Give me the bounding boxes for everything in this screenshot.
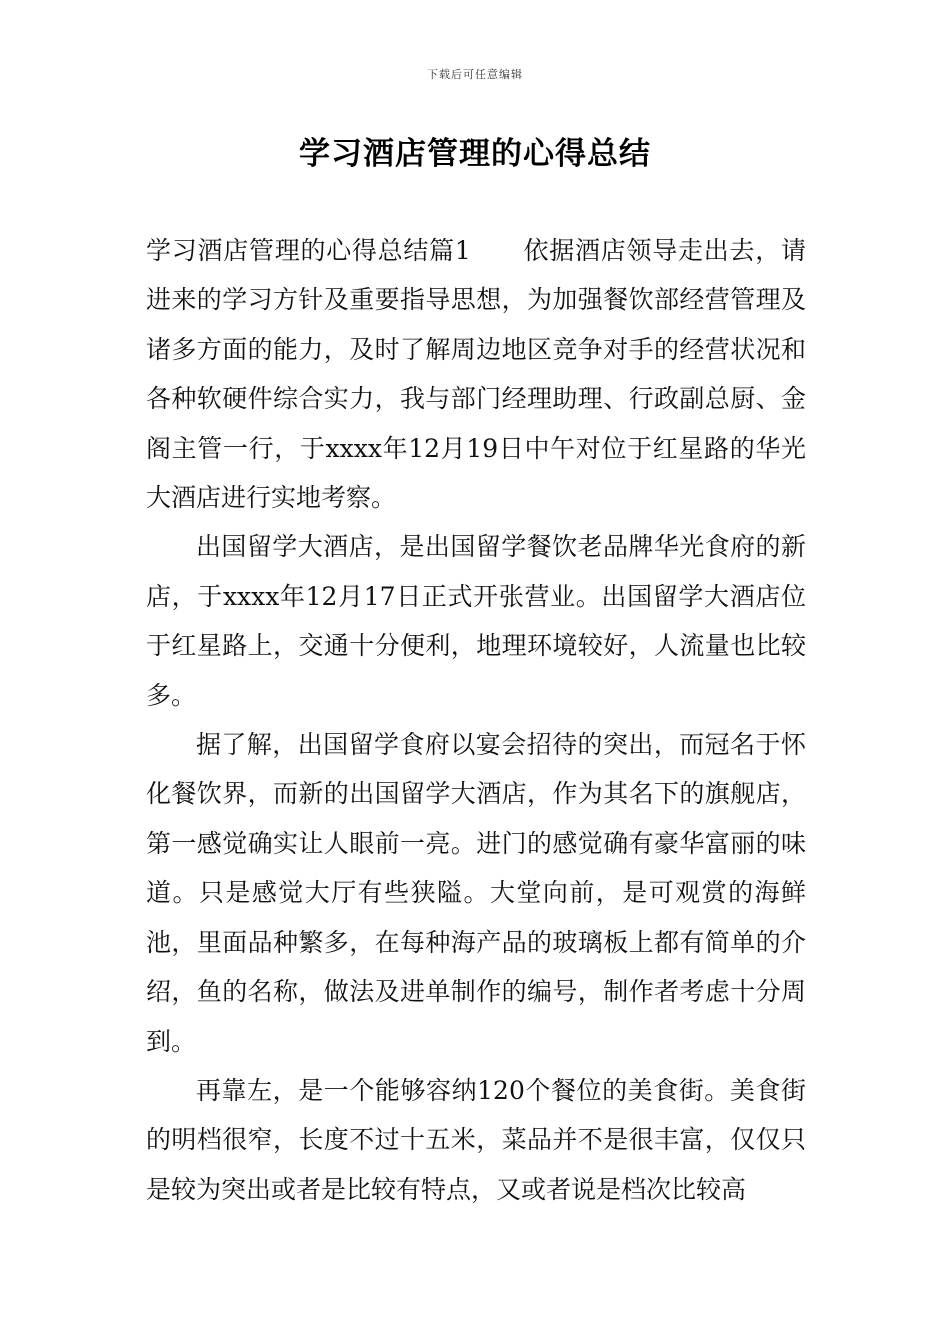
document-title: 学习酒店管理的心得总结 bbox=[299, 136, 651, 172]
intro-text: 依据酒店领导走出去，请进来的学习方针及重要指导思想，为加强餐饮部经营管理及诸多方面的能力，及时了解周边地区竞争对手的经营状况和各种软硬件综合实力，我与部门经理助理、行政副总厨、金阁主管一行，于xxxx年12月19日中午对位于红星路的华光大酒店进行实地考察。 bbox=[146, 236, 806, 513]
header-note: 下载后可任意编辑 bbox=[427, 68, 523, 81]
body-paragraph-3: 再靠左，是一个能够容纳120个餐位的美食街。美食街的明档很窄，长度不过十五米，菜品并不是很丰富，仅仅只是较为突出或者是比较有特点，又或者说是档次比较高 bbox=[146, 1075, 806, 1204]
document-body bbox=[146, 226, 806, 1214]
body-paragraph-1: 出国留学大酒店，是出国留学餐饮老品牌华光食府的新店，于xxxx年12月17日正式开张营业。出国留学大酒店位于红星路上，交通十分便利，地理环境较好，人流量也比较多。 bbox=[146, 532, 806, 710]
intro-lead: 学习酒店管理的心得总结篇1 bbox=[146, 236, 471, 265]
body-paragraph-2: 据了解，出国留学食府以宴会招待的突出，而冠名于怀化餐饮界，而新的出国留学大酒店，作为其名下的旗舰店，第一感觉确实让人眼前一亮。进门的感觉确有豪华富丽的味道。只是感觉大厅有些狭隘。大堂向前，是可观赏的海鲜池，里面品种繁多，在每种海产品的玻璃板上都有简单的介绍，鱼的名称，做法及进单制作的编号，制作者考虑十分周到。 bbox=[146, 730, 806, 1056]
intro-paragraph bbox=[146, 226, 806, 522]
